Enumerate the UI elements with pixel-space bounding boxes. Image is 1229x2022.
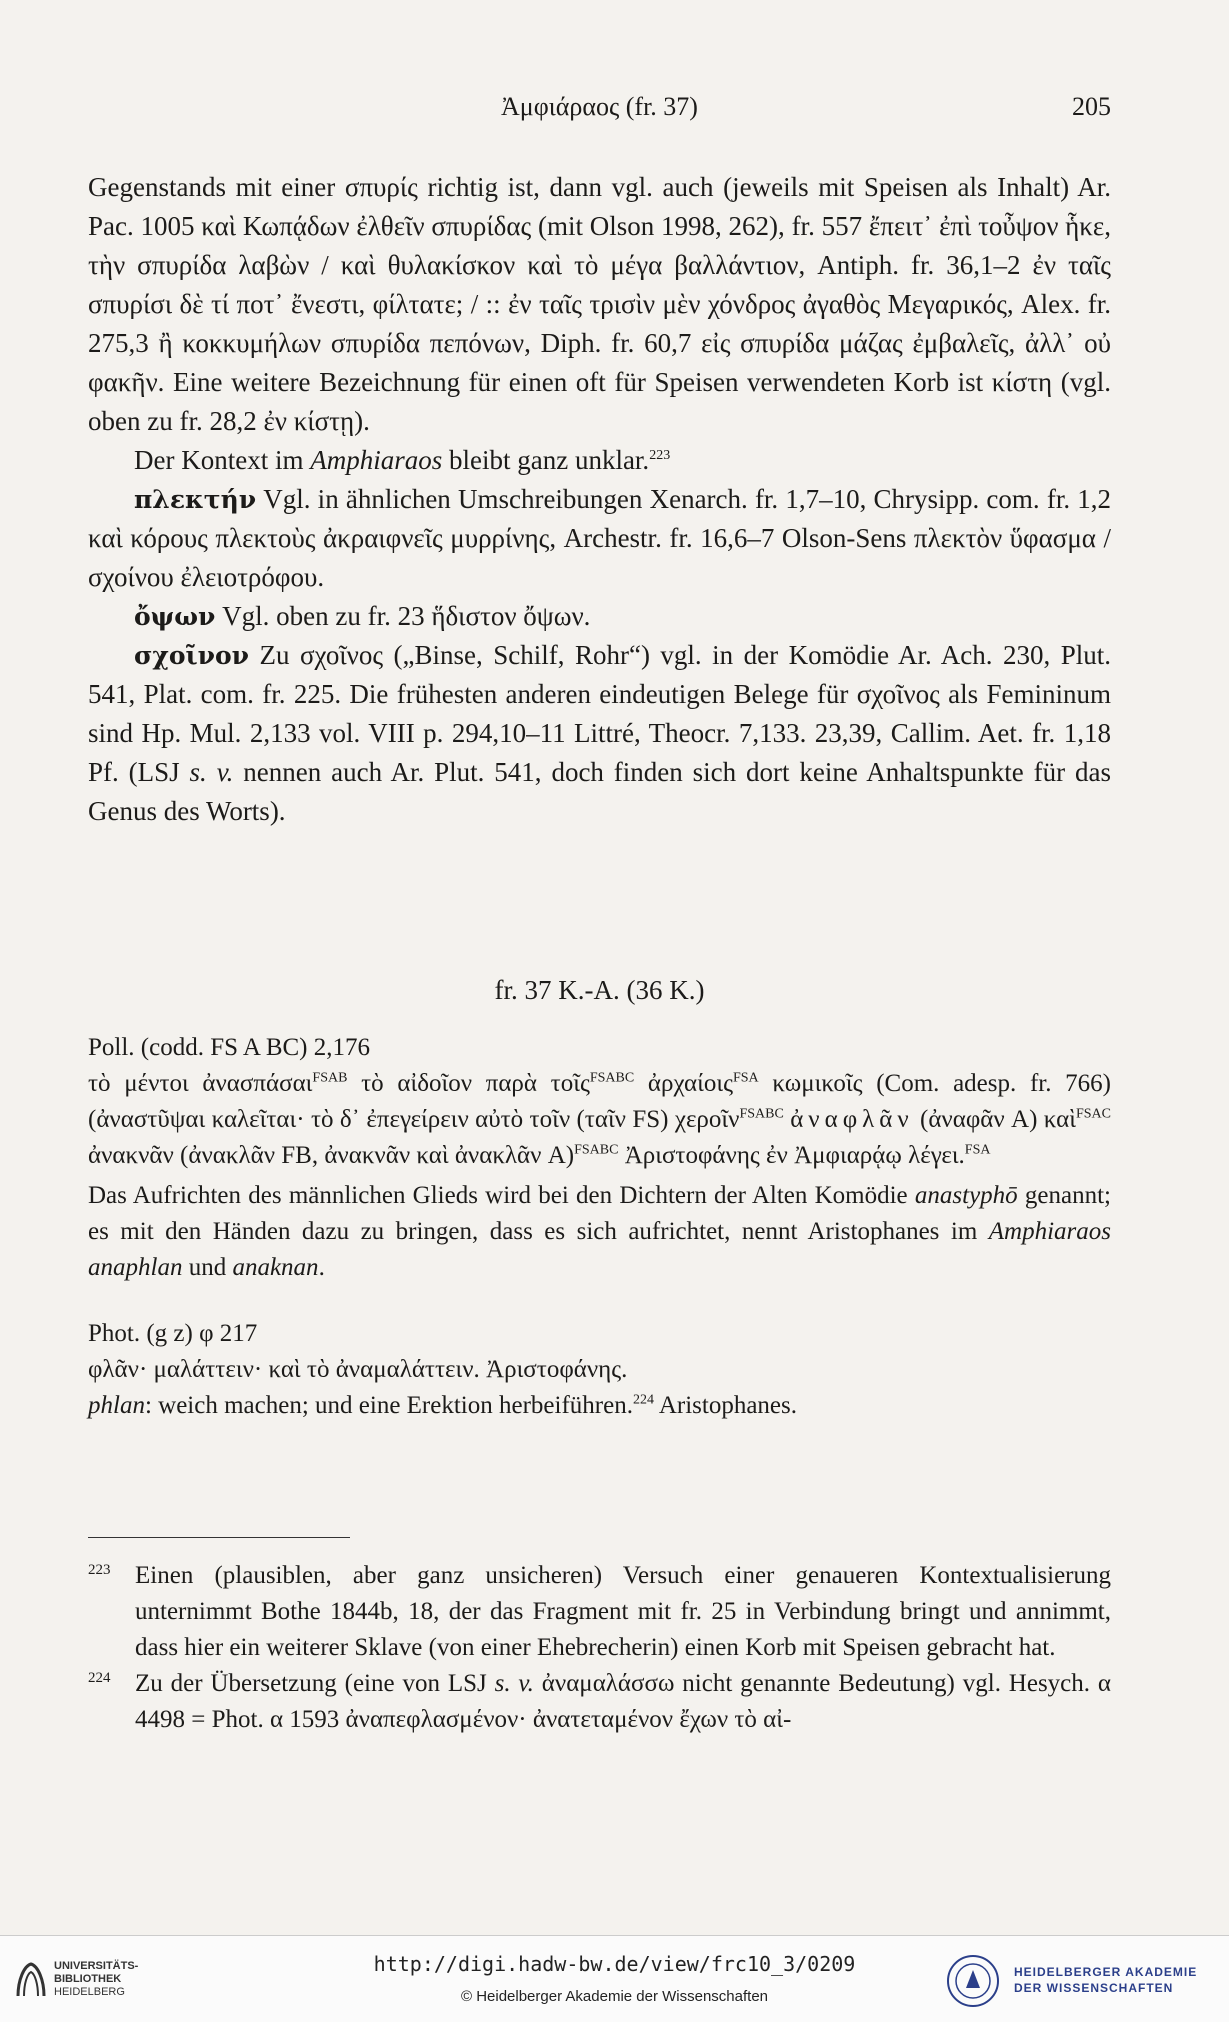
- copyright-notice: © Heidelberger Akademie der Wissenschaften: [460, 1988, 769, 2005]
- academy-name: HEIDELBERGER AKADEMIE DER WISSENSCHAFTEN: [1014, 1965, 1198, 1995]
- fragment-heading: fr. 37 K.-A. (36 K.): [494, 975, 705, 1005]
- footnotes: [88, 1558, 1111, 1738]
- paragraph-kontext: Der Kontext im Amphiaraos bleibt ganz unklar.$^{223}$: [134, 445, 671, 475]
- page-number: 205: [1072, 92, 1111, 121]
- fragment-block: [88, 1030, 1111, 1424]
- running-head: [88, 92, 1111, 132]
- greek-text-pollux: τὸ μέντοι ἀνασπάσαι$^{FSAB}$ τὸ αἰδοῖον παρὰ τοῖς$^{FSABC}$ ἀρχαίοις$^{FSA}$ κωμικοῖς (Com. adesp. fr. 766) (ἀναστῦψαι καλεῖται· τὸ δ᾽ ἐπεγείρειν αὐτὸ τοῖν (ταῖν FS) χεροῖν$^{FSABC}$ ἀναφλᾶν (ἀναφᾶν A) καὶ$^{FSAC}$ ἀνακνᾶν (ἀνακλᾶν FB, ἀνακνᾶν καὶ ἀνακλᾶν A)$^{FSABC}$ Ἀριστοφάνης ἐν Ἀμφιαρᾴῳ λέγει.$^{FSA}$: [88, 1070, 1112, 1169]
- spaced-word: ἀναφλᾶν: [790, 1106, 914, 1133]
- footnote-ref-224[interactable]: 224: [632, 1392, 654, 1408]
- footnote-divider: [88, 1537, 350, 1538]
- lemma-entry-plekten: πλεκτήν Vgl. in ähnlichen Umschreibungen Xenarch. fr. 1,7–10, Chrysipp. com. fr. 1,2 καὶ κόρους πλεκτοὺς ἀκραιφνεῖς μυρρίνης, Archestr. fr. 16,6–7 Olson-Sens πλεκτὸν ὕφασμα / σχοίνου ἐλειοτρόφου.: [88, 484, 1111, 592]
- footnote-number: 224: [88, 1670, 111, 1686]
- lemma-opson: ὄψων: [134, 602, 216, 631]
- source-photius: Phot. (g z) φ 217: [88, 1320, 258, 1347]
- permalink-link[interactable]: http://digi.hadw-bw.de/view/frc10_3/0209: [373, 1952, 856, 1976]
- greek-text-photius: φλᾶν· μαλάττειν· καὶ τὸ ἀναμαλάττειν. Ἀριστοφάνης.: [88, 1356, 628, 1383]
- lemma-schoinon: σχοῖνον: [134, 641, 250, 670]
- academy-seal-icon: [946, 1954, 1000, 2008]
- source-pollux: Poll. (codd. FS A BC) 2,176: [88, 1034, 370, 1061]
- footnote-number: 223: [88, 1562, 111, 1578]
- commentary-body: [88, 168, 1111, 831]
- viewer-footer: [0, 1935, 1229, 2022]
- university-library-name: UNIVERSITÄTS- BIBLIOTHEK HEIDELBERG: [54, 1960, 139, 1998]
- lemma-plekten: πλεκτήν: [134, 485, 257, 514]
- footnote-ref-223[interactable]: 223: [649, 448, 671, 463]
- translation-photius: phlan: weich machen; und eine Erektion herbeiführen.$^{224}$ Aristophanes.: [88, 1392, 798, 1419]
- lemma-entry-schoinon: σχοῖνον Zu σχοῖνος („Binse, Schilf, Rohr“) vgl. in der Komödie Ar. Ach. 230, Plut. 541, Plat. com. fr. 225. Die frühesten anderen eindeutigen Belege für σχοῖνος als Femininum sind Hp. Mul. 2,133 vol. VIII p. 294,10–11 Littré, Theocr. 7,133. 23,39, Callim. Aet. fr. 1,18 Pf. (LSJ s. v. nennen auch Ar. Plut. 541, doch finden sich dort keine Anhaltspunkte für das Genus des Worts).: [88, 640, 1112, 826]
- paragraph-korb: Gegenstands mit einer σπυρίς richtig ist, dann vgl. auch (jeweils mit Speisen als Inhalt) Ar. Pac. 1005 καὶ Κωπᾴδων ἐλθεῖν σπυρίδας (mit Olson 1998, 262), fr. 557 ἔπειτ᾽ ἐπὶ τοὖψον ἧκε, τὴν σπυρίδα λαβὼν / καὶ θυλακίσκον καὶ τὸ μέγα βαλλάντιον, Antiph. fr. 36,1–2 ἐν ταῖς σπυρίσι δὲ τί ποτ᾽ ἔνεστι, φίλτατε; / :: ἐν ταῖς τρισὶν μὲν χόνδρος ἀγαθὸς Μεγαρικός, Alex. fr. 275,3 ἢ κοκκυμήλων σπυρίδα πεπόνων, Diph. fr. 60,7 εἰς σπυρίδα μάζας ἐμβαλεῖς, ἀλλ᾽ οὐ φακῆν. Eine weitere Bezeichnung für einen oft für Speisen verwendeten Korb ist κίστη (vgl. oben zu fr. 28,2 ἐν κίστῃ).: [88, 172, 1111, 436]
- footnote-224: 224 Zu der Übersetzung (eine von LSJ s. v. ἀναμαλάσσω nicht genannte Bedeutung) vgl. Hesych. α 4498 = Phot. α 1593 ἀναπεφλασμένον· ἀνατεταμένον ἔχων τὸ αἰ-: [88, 1666, 1111, 1738]
- title-amphiaraos: Amphiaraos: [310, 445, 443, 475]
- lemma-entry-opson: ὄψων Vgl. oben zu fr. 23 ἥδιστον ὄψων.: [134, 601, 591, 631]
- translation-pollux: Das Aufrichten des männlichen Glieds wird bei den Dichtern der Alten Komödie anastyphō genannt; es mit den Händen dazu zu bringen, dass es sich aufrichtet, nennt Aristophanes im Amphiaraos anaphlan und anaknan.: [88, 1182, 1111, 1281]
- footnote-223: 223 Einen (plausiblen, aber ganz unsicheren) Versuch einer genaueren Kontextualisierung unternimmt Bothe 1844b, 18, der das Fragment mit fr. 25 in Verbindung bringt und annimmt, dass hier ein weiterer Sklave (von einer Ehebrecherin) einen Korb mit Speisen gebracht hat.: [88, 1558, 1111, 1666]
- running-title: Ἀμφιάραος (fr. 37): [501, 92, 698, 121]
